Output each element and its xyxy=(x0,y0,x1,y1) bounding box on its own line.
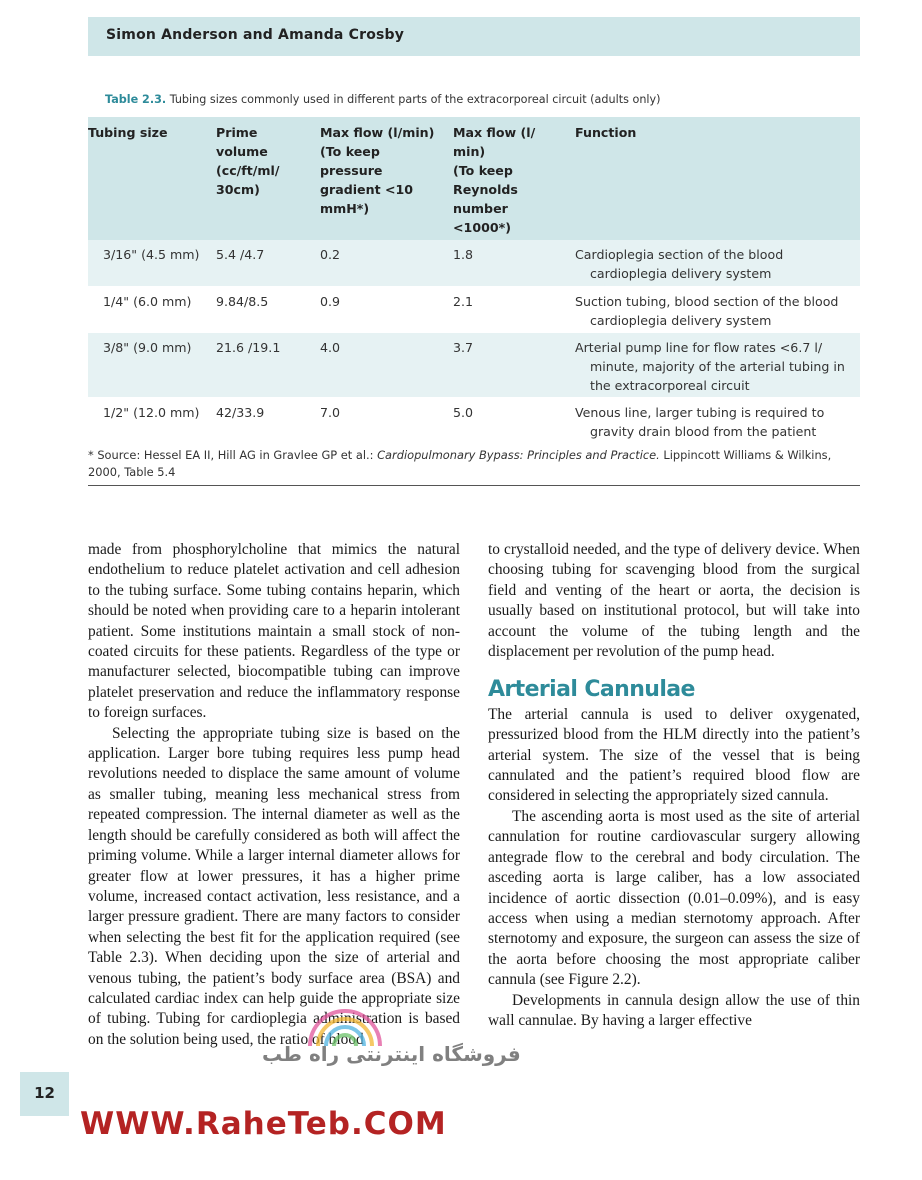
cell-size: 1/4" (6.0 mm) xyxy=(103,294,192,309)
cell-flow-reynolds: 2.1 xyxy=(453,294,474,309)
body-paragraph: Developments in cannula design allow the use of thin wall cannulae. By having a larger effective xyxy=(488,991,860,1029)
cell-prime: 9.84/8.5 xyxy=(216,294,269,309)
table-footnote xyxy=(88,447,860,481)
cell-function xyxy=(575,403,824,441)
body-paragraph: made from phosphorylcholine that mimics the natural endothelium to reduce platelet activation and cell adhesion to the tubing surface. Some tubing contains heparin, which should be noted when providing care to a heparin intolerant patient. Some institutions maintain a small stock of non-coated circuits for these patients. Regardless of the type or manufacturer selected, biocompatible tubing can improve platelet preservation and reduce the inflammatory response to foreign surfaces. xyxy=(88,541,460,722)
table-bottom-rule xyxy=(88,485,860,486)
cell-function-line: the extracorporeal circuit xyxy=(590,378,750,393)
cell-prime: 5.4 /4.7 xyxy=(216,247,265,262)
cell-flow-reynolds: 3.7 xyxy=(453,340,474,355)
cell-prime: 42/33.9 xyxy=(216,405,265,420)
page-number: 12 xyxy=(34,1084,55,1102)
cell-function-line: Cardioplegia section of the blood xyxy=(575,247,784,262)
footnote-publisher: Lippincott Williams & Wilkins, 2000, Table 5.4 xyxy=(88,448,832,479)
body-paragraph: The ascending aorta is most used as the site of arterial cannulation for routine cardiovascular surgery allowing antegrade flow to the cerebral and body circulation. The asceding aorta is large caliber, has a low associated incidence of aortic dissection (0.01–0.09%), and is easy access when using a median sternotomy approach. After sternotomy and exposure, the surgeon can assess the size of the aorta before choosing the most appropriate caliber cannula (see Figure 2.2). xyxy=(488,807,860,989)
left-text-column xyxy=(88,540,460,1050)
cell-flow-reynolds: 5.0 xyxy=(453,405,474,420)
footnote-source: * Source: Hessel EA II, Hill AG in Gravlee GP et al.: xyxy=(88,448,378,462)
right-text-column xyxy=(488,540,860,1031)
cell-size: 3/8" (9.0 mm) xyxy=(103,340,192,355)
body-paragraph: to crystalloid needed, and the type of delivery device. When choosing tubing for scavenging blood from the surgical field and venting of the heart or aorta, the decision is usually based on institutional protocol, but will take into account the volume of the tubing length and the displacement per revolution of the pump head. xyxy=(488,541,860,661)
running-header xyxy=(88,17,860,56)
cell-function xyxy=(575,338,845,395)
table-row xyxy=(88,333,860,397)
cell-flow-pressure: 7.0 xyxy=(320,405,341,420)
body-paragraph: Selecting the appropriate tubing size is based on the application. Larger bore tubing requires less pump head revolutions needed to displace the same amount of volume as smaller tubing, meaning less mechanical stress from repeated compression. The internal diameter as well as the length should be carefully considered as both will affect the priming volume. While a larger internal diameter allows for greater flow at lower pressures, it has a higher prime volume, increased contact activation, less resistance, and a larger pressure gradient. There are many factors to consider when selecting the best fit for the application required (see Table 2.3). When deciding upon the size of arterial and venous tubing, the patient’s body surface area (BSA) and calculated cardiac index can help guide the appropriate size of tubing. Tubing for cardioplegia administration is based on the solution being used, the ratio of blood xyxy=(88,724,460,1048)
cell-function xyxy=(575,292,838,330)
table-header-prime-volume: Prime volume (cc/ft/ml/ 30cm) xyxy=(216,125,280,197)
cell-function-line: Venous line, larger tubing is required to xyxy=(575,405,825,420)
table-caption xyxy=(105,93,661,106)
cell-size: 3/16" (4.5 mm) xyxy=(103,247,200,262)
cell-function-line: gravity drain blood from the patient xyxy=(590,424,817,439)
table-header-row xyxy=(88,117,860,240)
cell-prime: 21.6 /19.1 xyxy=(216,340,281,355)
table-row xyxy=(88,286,860,333)
table-row xyxy=(88,397,860,444)
cell-size: 1/2" (12.0 mm) xyxy=(103,405,200,420)
cell-function-line: minute, majority of the arterial tubing in xyxy=(590,359,845,374)
table-header-tubing-size: Tubing size xyxy=(88,125,168,140)
section-heading: Arterial Cannulae xyxy=(488,677,695,703)
cell-function-line: Arterial pump line for flow rates <6.7 l/ xyxy=(575,340,823,355)
table-row xyxy=(88,240,860,286)
cell-flow-pressure: 4.0 xyxy=(320,340,341,355)
body-paragraph: The arterial cannula is used to deliver oxygenated, pressurized blood from the HLM directly into the patient’s arterial system. The size of the vessel that is being cannulated and the patient’s required blood flow are considered in selecting the appropriately sized cannula. xyxy=(488,705,860,805)
watermark-url: WWW.RaheTeb.COM xyxy=(80,1106,447,1142)
table-caption-text: Tubing sizes commonly used in different parts of the extracorporeal circuit (adults only) xyxy=(166,93,661,106)
table-header-max-flow-reynolds: Max flow (l/ min) (To keep Reynolds number <1000*) xyxy=(453,125,536,235)
table-header-function: Function xyxy=(575,125,637,140)
table-caption-label: Table 2.3. xyxy=(105,93,167,106)
table-header-max-flow-pressure: Max flow (l/min) (To keep pressure gradient <10 mmH*) xyxy=(320,125,435,216)
cell-flow-pressure: 0.2 xyxy=(320,247,341,262)
page-number-box xyxy=(20,1072,69,1116)
cell-flow-pressure: 0.9 xyxy=(320,294,341,309)
header-authors: Simon Anderson and Amanda Crosby xyxy=(106,27,405,43)
cell-flow-reynolds: 1.8 xyxy=(453,247,474,262)
cell-function-line: cardioplegia delivery system xyxy=(590,266,772,281)
watermark-persian-text: فروشگاه اینترنتی راه طب xyxy=(262,1042,521,1066)
cell-function xyxy=(575,245,783,283)
cell-function-line: Suction tubing, blood section of the blood xyxy=(575,294,839,309)
cell-function-line: cardioplegia delivery system xyxy=(590,313,772,328)
footnote-title: Cardiopulmonary Bypass: Principles and Practice. xyxy=(377,448,660,462)
